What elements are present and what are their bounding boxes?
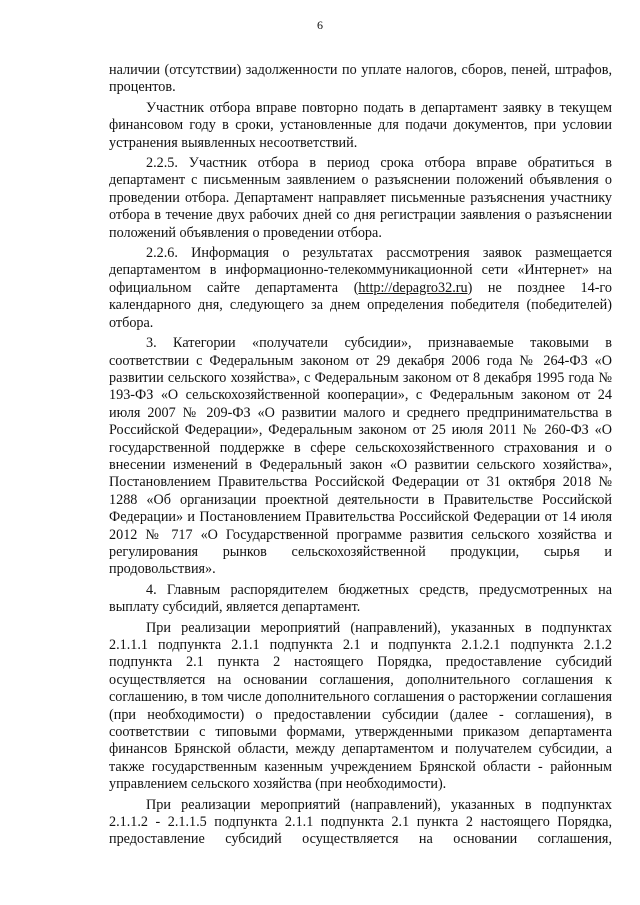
paragraph-resubmit: Участник отбора вправе повторно подать в департамент заявку в текущем финансовом году в сроки, установленные для подачи документов, при условии устранения выявленных несоответствий. bbox=[109, 99, 612, 151]
paragraph-tax-debt: наличии (отсутствии) задолженности по уплате налогов, сборов, пеней, штрафов, процентов. bbox=[109, 62, 612, 96]
paragraph-agreement-2-1-1-2: При реализации мероприятий (направлений), указанных в подпунктах 2.1.1.2 - 2.1.1.5 подпункта 2.1.1 подпункта 2.1 пункта 2 настоящего Порядка, предоставление субсидий осуществляется на основании соглашения, bbox=[109, 796, 612, 848]
paragraph-2-2-5: 2.2.5. Участник отбора в период срока отбора вправе обратиться в департамент с письменным заявлением о разъяснении положений объявления о проведении отбора. Департамент направляет письменные разъяснения участнику отбора в течение двух рабочих дней со дня регистрации заявления о разъяснении положений объявления о проведении отбора. bbox=[109, 155, 612, 241]
paragraph-3-categories: 3. Категории «получатели субсидии», признаваемые таковыми в соответствии с Федеральным законом от 29 декабря 2006 года № 264-ФЗ «О развитии сельского хозяйства», с Федеральным законом от 8 декабря 1995 года № 193-ФЗ «О сельскохозяйственной кооперации», с Федеральным законом от 24 июля 2007 № 209-ФЗ «О развитии малого и среднего предпринимательства в Российской Федерации», Федеральным законом от 25 июля 2011 № 260-ФЗ «О государственной поддержке в сфере сельскохозяйственного страхования и о внесении изменений в Федеральный закон «О развитии сельского хозяйства», Постановлением Правительства Российской Федерации от 31 октября 2018 № 1288 «Об организации проектной деятельности в Правительстве Российской Федерации» и Постановлением Правительства Российской Федерации от 14 июля 2012 № 717 «О Государственной программе развития сельского хозяйства и регулирования рынков сельскохозяйственной продукции, сырья и продовольствия». bbox=[109, 335, 612, 578]
document-body bbox=[109, 62, 612, 849]
paragraph-2-2-6-text-end: ) не позднее 14-го календарного дня, следующего за днем определения победителя (победителей) отбора. bbox=[109, 279, 612, 331]
paragraph-2-2-6-text-start: 2.2.6. Информация о результатах рассмотрения заявок размещается департаментом в информационно-телекоммуникационной сети «Интернет» на официальном сайте департамента ( bbox=[109, 245, 612, 296]
paragraph-2-2-6 bbox=[109, 245, 612, 332]
paragraph-4-main-manager: 4. Главным распорядителем бюджетных средств, предусмотренных на выплату субсидий, является департамент. bbox=[109, 581, 612, 616]
paragraph-agreement-2-1-1-1: При реализации мероприятий (направлений), указанных в подпунктах 2.1.1.1 подпункта 2.1.1 подпункта 2.1 и подпункта 2.1.2.1 подпункта 2.1.2 подпункта 2.1 пункта 2 настоящего Порядка, предоставление субсидий осуществляется на основании соглашения, дополнительного соглашения к соглашению, в том числе дополнительного соглашения о расторжении соглашения (при необходимости) о предоставлении субсидии (далее - соглашения), в соответствии с типовыми формами, утвержденными приказом департамента финансов Брянской области, между департаментом и получателем субсидии, а также государственным казенным учреждением Брянской области - районным управлением сельского хозяйства (при необходимости). bbox=[109, 619, 612, 793]
page-number: 6 bbox=[317, 18, 323, 32]
department-website-link[interactable]: http://depagro32.ru bbox=[358, 279, 468, 296]
